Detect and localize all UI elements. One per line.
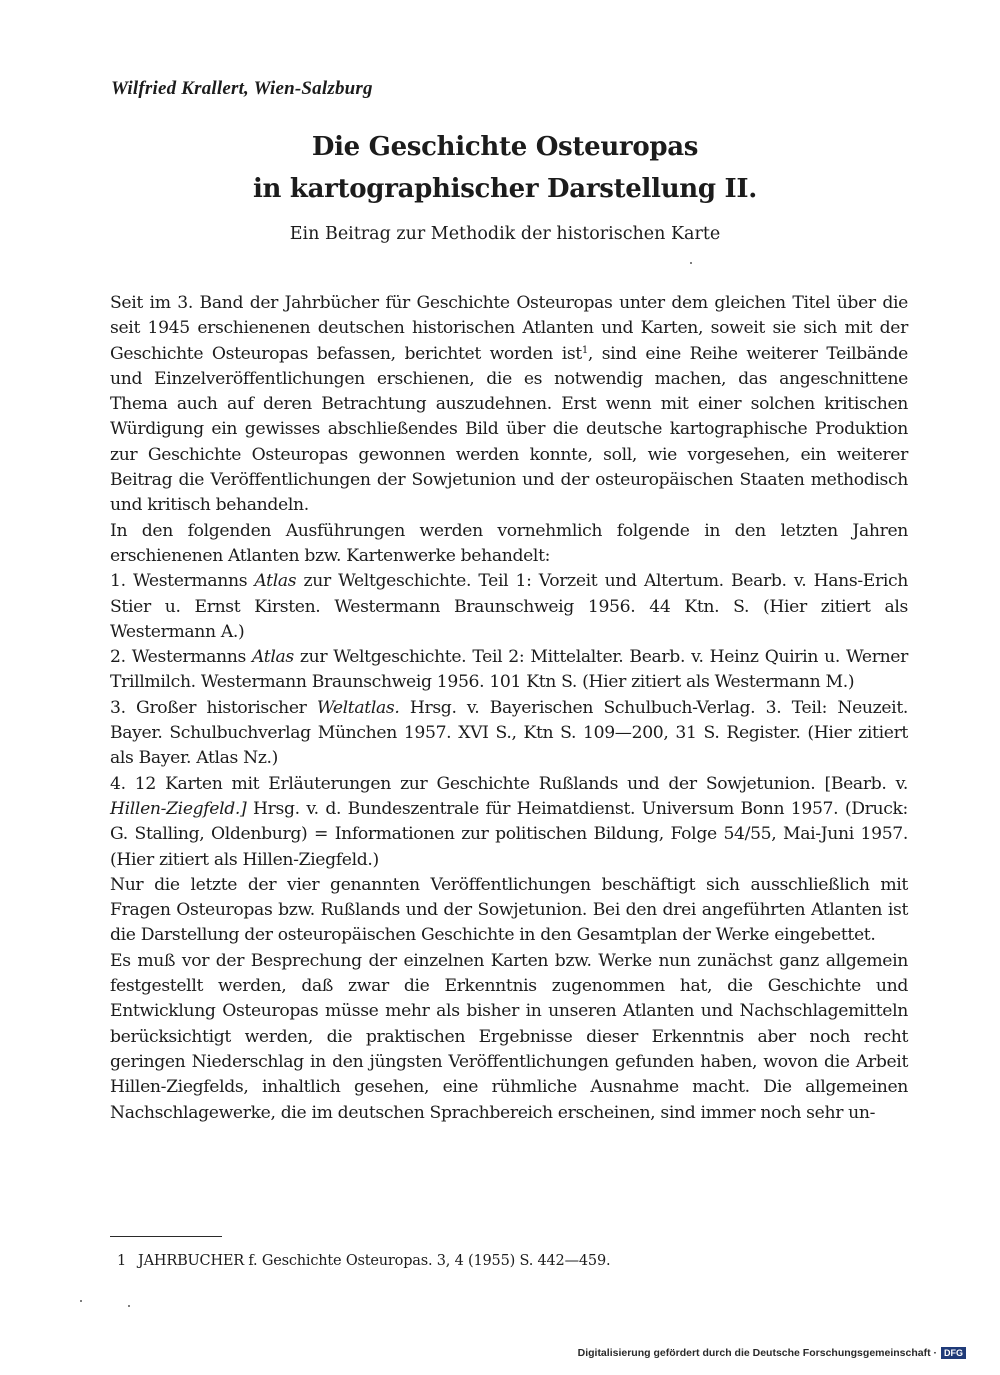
list-item-1-italic: Atlas [254, 571, 297, 592]
page-title-line-2: in kartographischer Darstellung II. [252, 174, 758, 204]
list-item-3 [110, 696, 908, 772]
page-subtitle: Ein Beitrag zur Methodik der historischen Karte [289, 224, 721, 244]
scan-speck [128, 1305, 130, 1307]
digitization-text: Digitalisierung gefördert durch die Deutsche Forschungsgemeinschaft · [577, 1347, 937, 1359]
list-item-4-text-b: Hrsg. v. d. Bundeszentrale für Heimatdienst. Universum Bonn 1957. (Druck: G. Stalling, Oldenburg) = Informationen zur politischen Bildung, Folge 54/55, Mai-Juni 1957. (Hier zitiert als Hillen-Ziegfeld.) [110, 798, 908, 870]
list-item-4 [110, 772, 908, 873]
author-line: Wilfried Krallert, Wien-Salzburg [111, 78, 373, 99]
list-item-3-text-a: 3. Großer historischer [110, 697, 317, 718]
footnote-number: 1 [117, 1253, 127, 1269]
list-item-2 [110, 645, 908, 696]
article-body [110, 291, 908, 1126]
digitization-notice [578, 1347, 966, 1359]
list-item-3-text-b: Hrsg. v. Bayerischen Schulbuch-Verlag. 3. Teil: Neuzeit. Bayer. Schulbuchverlag München 1957. XVI S., Ktn S. 109—200, 31 S. Register. (Hier zitiert als Bayer. Atlas Nz.) [110, 697, 908, 769]
list-item-3-italic: Weltatlas. [316, 697, 400, 718]
page-title-line-1: Die Geschichte Osteuropas [311, 132, 699, 162]
footnote-text: JAHRBUCHER f. Geschichte Osteuropas. 3, 4 (1955) S. 442—459. [138, 1253, 611, 1269]
list-item-2-text-a: 2. Westermanns [110, 647, 253, 668]
scan-speck [80, 1300, 82, 1302]
paragraph-intro-text-a: Seit im 3. Band der Jahrbücher für Geschichte Osteuropas unter dem gleichen Titel über die seit 1945 erschienenen deutschen historischen Atlanten und Karten, soweit sie sich mit der Geschichte Osteuropas befassen, berichtet worden ist [110, 293, 908, 364]
footnote-divider [110, 1236, 222, 1237]
list-item-4-italic: Hillen-Ziegfeld.] [110, 798, 247, 819]
scan-speck [690, 262, 692, 264]
list-item-1-text-a: 1. Westermanns [110, 571, 255, 592]
paragraph-intro-text-b: , sind eine Reihe weiterer Teilbände und Einzelveröffentlichungen erschienen, die es notwendig machen, das angeschnittene Thema auch auf deren Betrachtung auszudehnen. Erst wenn mit einer solchen kritischen Würdigung ein gewisses abschließendes Bild über die deutsche kartographische Produktion zur Geschichte Osteuropas gewonnen werden konnte, soll, wie vorgesehen, ein weiterer Beitrag die Veröffentlichungen der Sowjetunion und der osteuropäischen Staaten methodisch und kritisch behandeln. [110, 343, 908, 516]
list-item-2-text-b: zur Weltgeschichte. Teil 2: Mittelalter. Bearb. v. Heinz Quirin u. Werner Trillmilch. Westermann Braunschweig 1956. 101 Ktn S. (Hier zitiert als Westermann M.) [110, 647, 908, 693]
dfg-logo-icon: DFG [941, 1347, 966, 1359]
footnote [117, 1253, 610, 1269]
paragraph-list-intro: In den folgenden Ausführungen werden vornehmlich folgende in den letzten Jahren erschienenen Atlanten bzw. Kartenwerke behandelt: [110, 520, 908, 566]
list-item-2-italic: Atlas [252, 647, 294, 668]
footnote-reference: 1 [581, 344, 588, 356]
list-item-1 [110, 569, 908, 645]
paragraph-scope: Nur die letzte der vier genannten Veröffentlichungen beschäftigt sich ausschließlich mit Fragen Osteuropas bzw. Rußlands und der Sowjetunion. Bei den drei angeführten Atlanten ist die Darstellung der osteuropäischen Geschichte in den Gesamtplan der Werke eingebettet. [110, 874, 908, 946]
list-item-1-text-b: zur Weltgeschichte. Teil 1: Vorzeit und Altertum. Bearb. v. Hans-Erich Stier u. Ernst Kirsten. Westermann Braunschweig 1956. 44 Ktn. S. (Hier zitiert als Westermann A.) [110, 571, 908, 642]
list-item-4-text-a: 4. 12 Karten mit Erläuterungen zur Geschichte Rußlands und der Sowjetunion. [Bearb. v. [110, 773, 908, 794]
paragraph-intro [110, 291, 908, 519]
paragraph-assessment: Es muß vor der Besprechung der einzelnen Karten bzw. Werke nun zunächst ganz allgemein festgestellt werden, daß zwar die Erkenntnis zugenommen hat, die Geschichte und Entwicklung Osteuropas müsse mehr als bisher in unseren Atlanten und Nachschlagemitteln berücksichtigt werden, die praktischen Ergebnisse dieser Erkenntnis aber noch recht geringen Niederschlag in den jüngsten Veröffentlichungen gefunden haben, wovon die Arbeit Hillen-Ziegfelds, inhaltlich gesehen, eine rühmliche Ausnahme macht. Die allgemeinen Nachschlagewerke, die im deutschen Sprachbereich erscheinen, sind immer noch sehr un- [110, 950, 908, 1123]
